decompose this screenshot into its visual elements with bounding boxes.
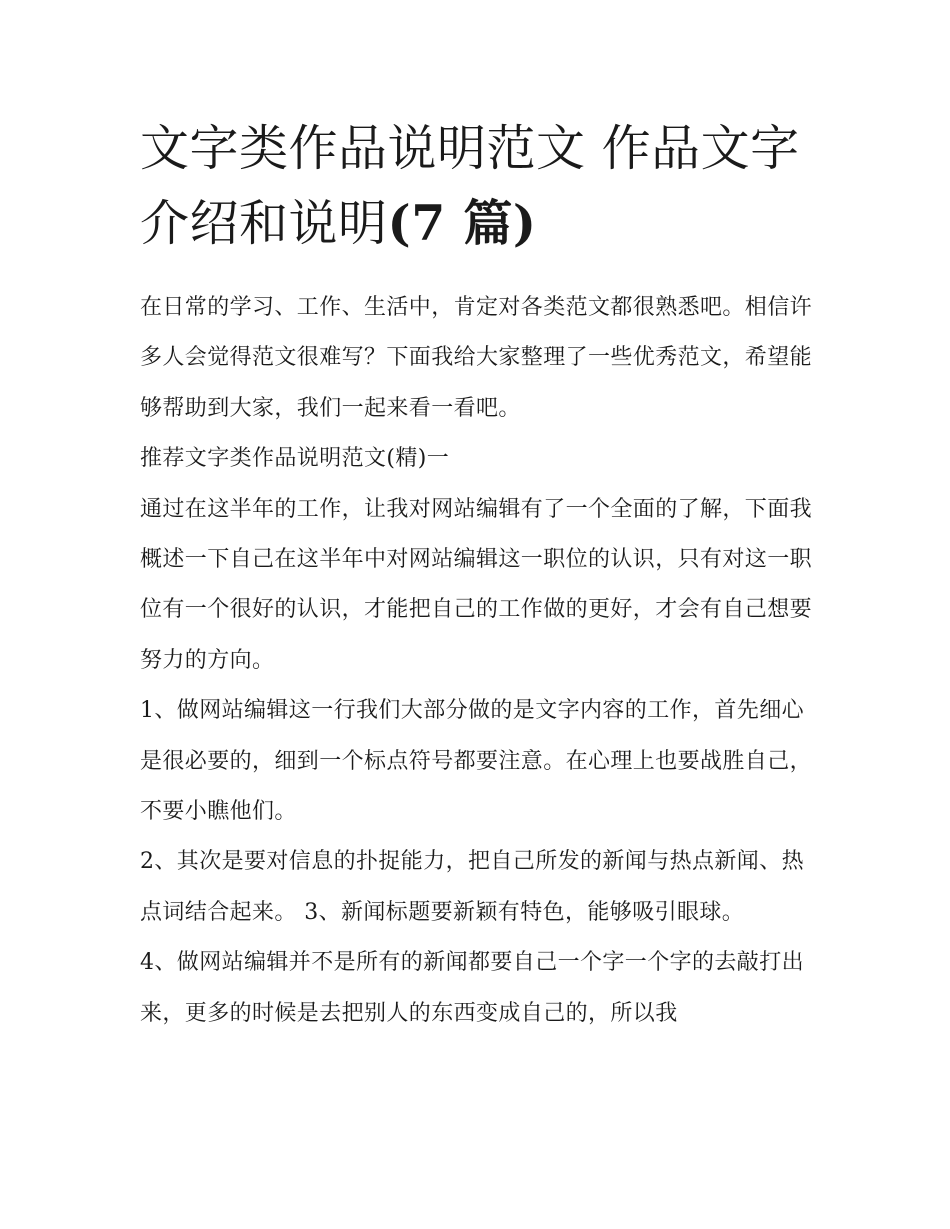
document-title: 文字类作品说明范文 作品文字介绍和说明(7 篇) [140,120,800,252]
section-heading: 推荐文字类作品说明范文(精)一 [140,446,450,472]
intro-paragraph: 在日常的学习、工作、生活中，肯定对各类范文都很熟悉吧。相信许多人会觉得范文很难写？下面我给大家整理了一些优秀范文，希望能够帮助到大家，我们一起来看一看吧。 [140,295,813,421]
document-body [140,283,820,1039]
list-item-1: 1、做网站编辑这一行我们大部分做的是文字内容的工作，首先细心是很必要的，细到一个标点符号都要注意。在心理上也要战胜自己，不要小瞧他们。 [140,698,813,825]
list-item-4: 4、做网站编辑并不是所有的新闻都要自己一个字一个字的去敲打出来，更多的时候是去把别人的东西变成自己的，所以我 [140,950,804,1026]
document-page [140,112,820,1039]
body-paragraph: 通过在这半年的工作，让我对网站编辑有了一个全面的了解，下面我概述一下自己在这半年中对网站编辑这一职位的认识，只有对这一职位有一个很好的认识，才能把自己的工作做的更好，才会有自己想要努力的方向。 [140,496,813,673]
list-item-2-3: 2、其次是要对信息的扑捉能力，把自己所发的新闻与热点新闻、热点词结合起来。 3、新闻标题要新颖有特色，能够吸引眼球。 [140,849,804,925]
